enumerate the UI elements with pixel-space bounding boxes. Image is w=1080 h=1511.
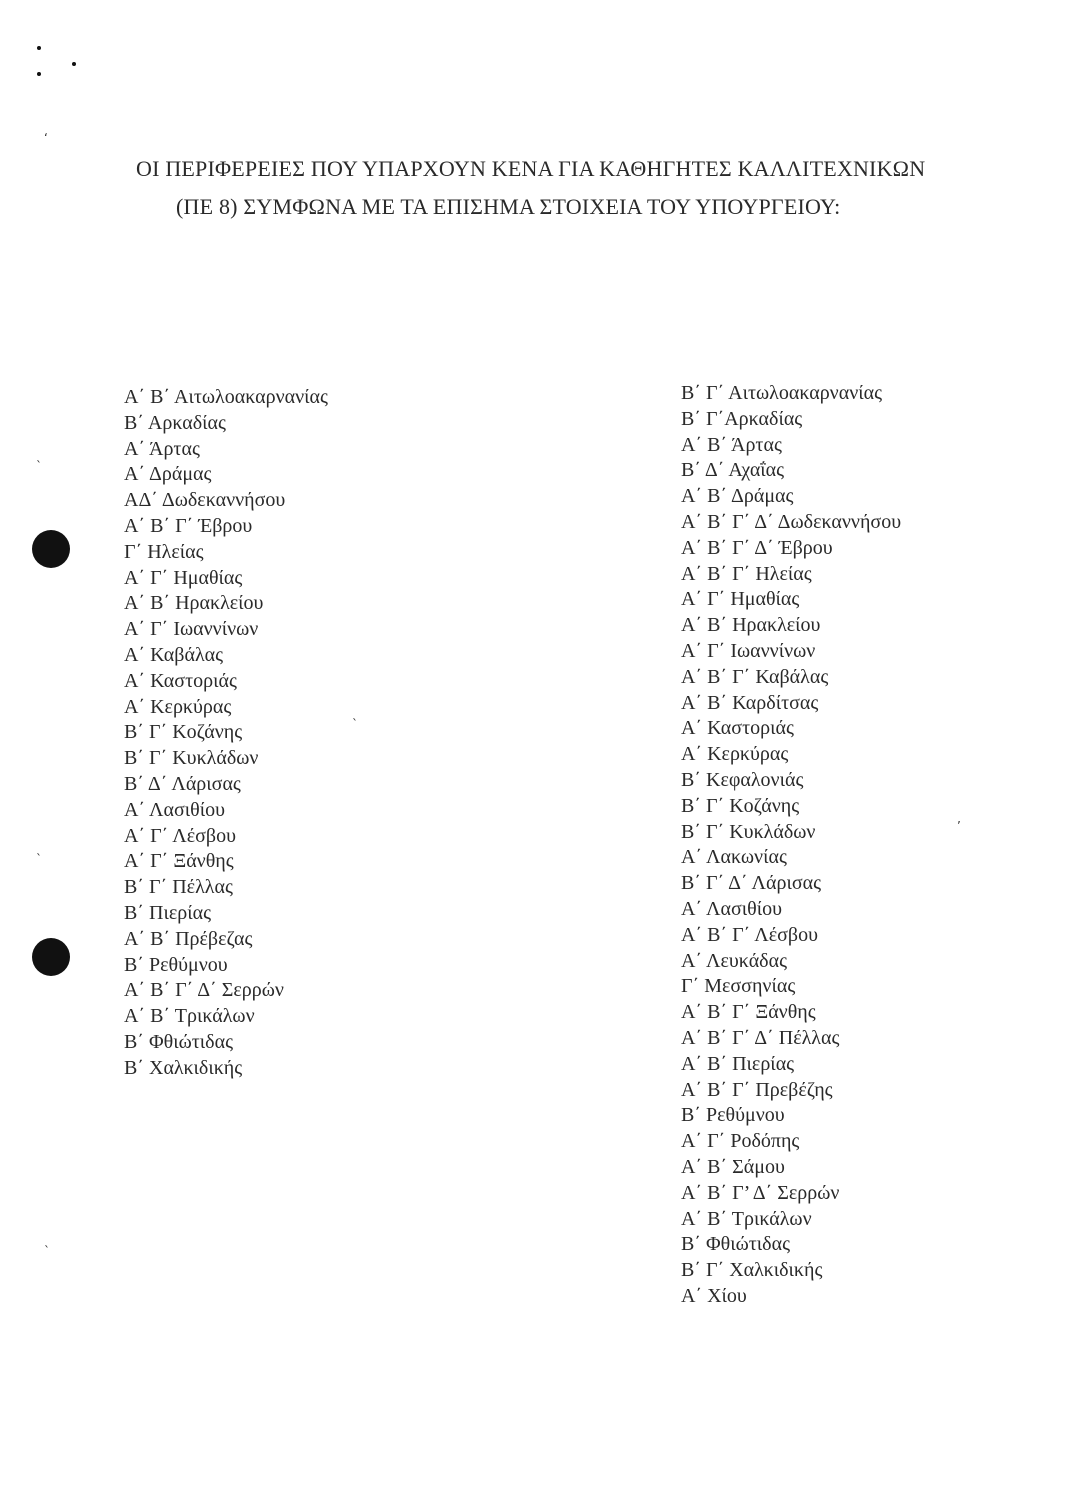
region-list-item: Α΄ Λευκάδας	[681, 949, 788, 972]
scan-speck	[72, 62, 76, 66]
region-list-item: Α΄ Λασιθίου	[681, 897, 783, 920]
region-list-item: Α΄ Β΄ Γ΄ Ηλείας	[681, 562, 812, 585]
region-list-item: Α΄ Β΄ Δράμας	[681, 485, 794, 508]
region-list-item: Β΄ Κεφαλονιάς	[681, 768, 804, 791]
region-list-item: Α΄ Γ΄ Ιωαννίνων	[681, 639, 816, 662]
region-list-item: Α΄ Β΄ Καρδίτσας	[681, 691, 819, 714]
scan-speck: `	[44, 1244, 50, 1258]
region-list-item: Α΄ Β΄ Άρτας	[681, 433, 782, 456]
region-list-item: Γ΄ Μεσσηνίας	[681, 975, 796, 998]
punch-hole-top	[32, 530, 70, 568]
region-list-item: Β΄ Γ΄ Κοζάνης	[681, 794, 800, 817]
region-list-item: Β΄ Γ΄ Αιτωλοακαρνανίας	[681, 382, 883, 404]
region-list-item: Α΄ Γ΄ Ημαθίας	[124, 566, 243, 589]
region-list-item: Β΄ Φθιώτιδας	[124, 1030, 233, 1053]
region-list-item: Β΄ Γ΄ Δ΄ Λάρισας	[681, 872, 822, 895]
region-list-item: Β΄ Γ΄ Πέλλας	[124, 876, 233, 899]
region-list-item: Β΄ Πιερίας	[124, 901, 211, 924]
region-list-item: Α΄ Κερκύρας	[124, 695, 232, 718]
region-list-item: Β΄ Φθιώτιδας	[681, 1233, 790, 1256]
region-list-item: Α΄ Δράμας	[124, 463, 212, 486]
region-list-item: Α΄ Γ΄ Ημαθίας	[681, 588, 800, 611]
region-list-item: Α΄ Β΄ Πρέβεζας	[124, 927, 253, 950]
region-list-item: Β΄ Γ΄ Κυκλάδων	[124, 747, 259, 770]
region-list-item: Β΄ Ρεθύμνου	[681, 1104, 785, 1127]
region-list-item: Α΄ Β΄ Πιερίας	[681, 1052, 795, 1075]
region-list-item: Γ΄ Ηλείας	[124, 540, 204, 563]
region-list-item: ΑΔ΄ Δωδεκαννήσου	[124, 489, 286, 512]
scan-speck: ‘	[44, 131, 48, 145]
region-list-item: Α΄ Β΄ Αιτωλοακαρνανίας	[124, 386, 328, 408]
punch-hole-bottom	[32, 938, 70, 976]
region-list-item: Α΄ Λασιθίου	[124, 798, 226, 821]
region-list-item: Α΄ Γ΄ Ιωαννίνων	[124, 618, 259, 641]
scan-speck	[37, 72, 41, 76]
region-list-item: Β΄ Ρεθύμνου	[124, 953, 228, 976]
region-list-item: Α΄ Β΄ Γ΄ Ξάνθης	[681, 1001, 816, 1024]
region-list-item: Α΄ Γ΄ Λέσβου	[124, 824, 236, 847]
scan-speck	[37, 46, 41, 50]
region-list-item: Α΄ Β΄ Ηρακλείου	[124, 592, 264, 615]
region-list-item: Α΄ Καστοριάς	[124, 669, 237, 692]
region-list-item: Α΄ Β΄ Γ΄ Δ΄ Έβρου	[681, 536, 833, 559]
region-list-item: Β΄ Γ΄ Κοζάνης	[124, 721, 243, 744]
region-list-item: Α΄ Β΄ Γ΄ Καβάλας	[681, 665, 829, 688]
scan-speck: `	[36, 852, 42, 866]
region-list-item: Α΄ Β΄ Ηρακλείου	[681, 614, 821, 637]
heading-line-2: (ΠΕ 8) ΣΥΜΦΩΝΑ ΜΕ ΤΑ ΕΠΙΣΗΜΑ ΣΤΟΙΧΕΙΑ ΤΟΥ ΥΠΟΥΡΓΕΙΟΥ:	[176, 194, 841, 219]
region-list-item: Α΄ Β΄ Γ΄ Δ΄ Σερρών	[124, 979, 284, 1002]
region-list-item: Α΄ Β΄ Γ΄ Δ΄ Πέλλας	[681, 1026, 840, 1049]
region-list-item: Β΄ Χαλκιδικής	[124, 1056, 243, 1079]
region-list-item: Α΄ Καβάλας	[124, 643, 224, 666]
region-list-item: Α΄ Καστοριάς	[681, 717, 794, 740]
region-list-item: Β΄ Γ΄Αρκαδίας	[681, 407, 803, 430]
region-list-item: Β΄ Αρκαδίας	[124, 411, 226, 434]
region-list-item: Α΄ Β΄ Τρικάλων	[124, 1005, 255, 1028]
region-list-item: Α΄ Γ΄ Ροδόπης	[681, 1130, 800, 1153]
region-list-item: Α΄ Κερκύρας	[681, 743, 789, 766]
scan-speck: `	[352, 717, 358, 731]
region-list-item: Α΄ Χίου	[681, 1284, 747, 1307]
document-heading	[136, 150, 1036, 226]
left-region-list	[124, 385, 328, 1082]
region-list-item: Β΄ Γ΄ Χαλκιδικής	[681, 1259, 823, 1282]
region-list-item: Α΄ Λακωνίας	[681, 846, 787, 869]
region-list-item: Α΄ Β΄ Γ΄ Πρεβέζης	[681, 1078, 833, 1101]
region-list-item: Α΄ Β΄ Τρικάλων	[681, 1207, 812, 1230]
region-list-item: Β΄ Δ΄ Λάρισας	[124, 772, 241, 795]
scan-speck: ’	[957, 819, 961, 833]
region-list-item: Β΄ Δ΄ Αχαΐας	[681, 459, 785, 482]
region-list-item: Α΄ Β΄ Γ΄ Λέσβου	[681, 923, 818, 946]
region-list-item: Α΄ Β΄ Σάμου	[681, 1155, 785, 1178]
region-list-item: Α΄ Β΄ Γ΄ Έβρου	[124, 514, 253, 537]
region-list-item: Α΄ Γ΄ Ξάνθης	[124, 850, 234, 873]
region-list-item: Α΄ Β΄ Γ΄ Δ΄ Δωδεκαννήσου	[681, 510, 902, 533]
right-region-list	[681, 381, 901, 1310]
heading-line-1: ΟΙ ΠΕΡΙΦΕΡΕΙΕΣ ΠΟΥ ΥΠΑΡΧΟΥΝ ΚΕΝΑ ΓΙΑ ΚΑΘΗΓΗΤΕΣ ΚΑΛΛΙΤΕΧΝΙΚΩΝ	[136, 156, 926, 181]
scan-speck: `	[36, 459, 42, 473]
region-list-item: Α΄ Άρτας	[124, 437, 200, 460]
region-list-item: Β΄ Γ΄ Κυκλάδων	[681, 820, 816, 843]
region-list-item: Α΄ Β΄ Γ’ Δ΄ Σερρών	[681, 1181, 840, 1204]
